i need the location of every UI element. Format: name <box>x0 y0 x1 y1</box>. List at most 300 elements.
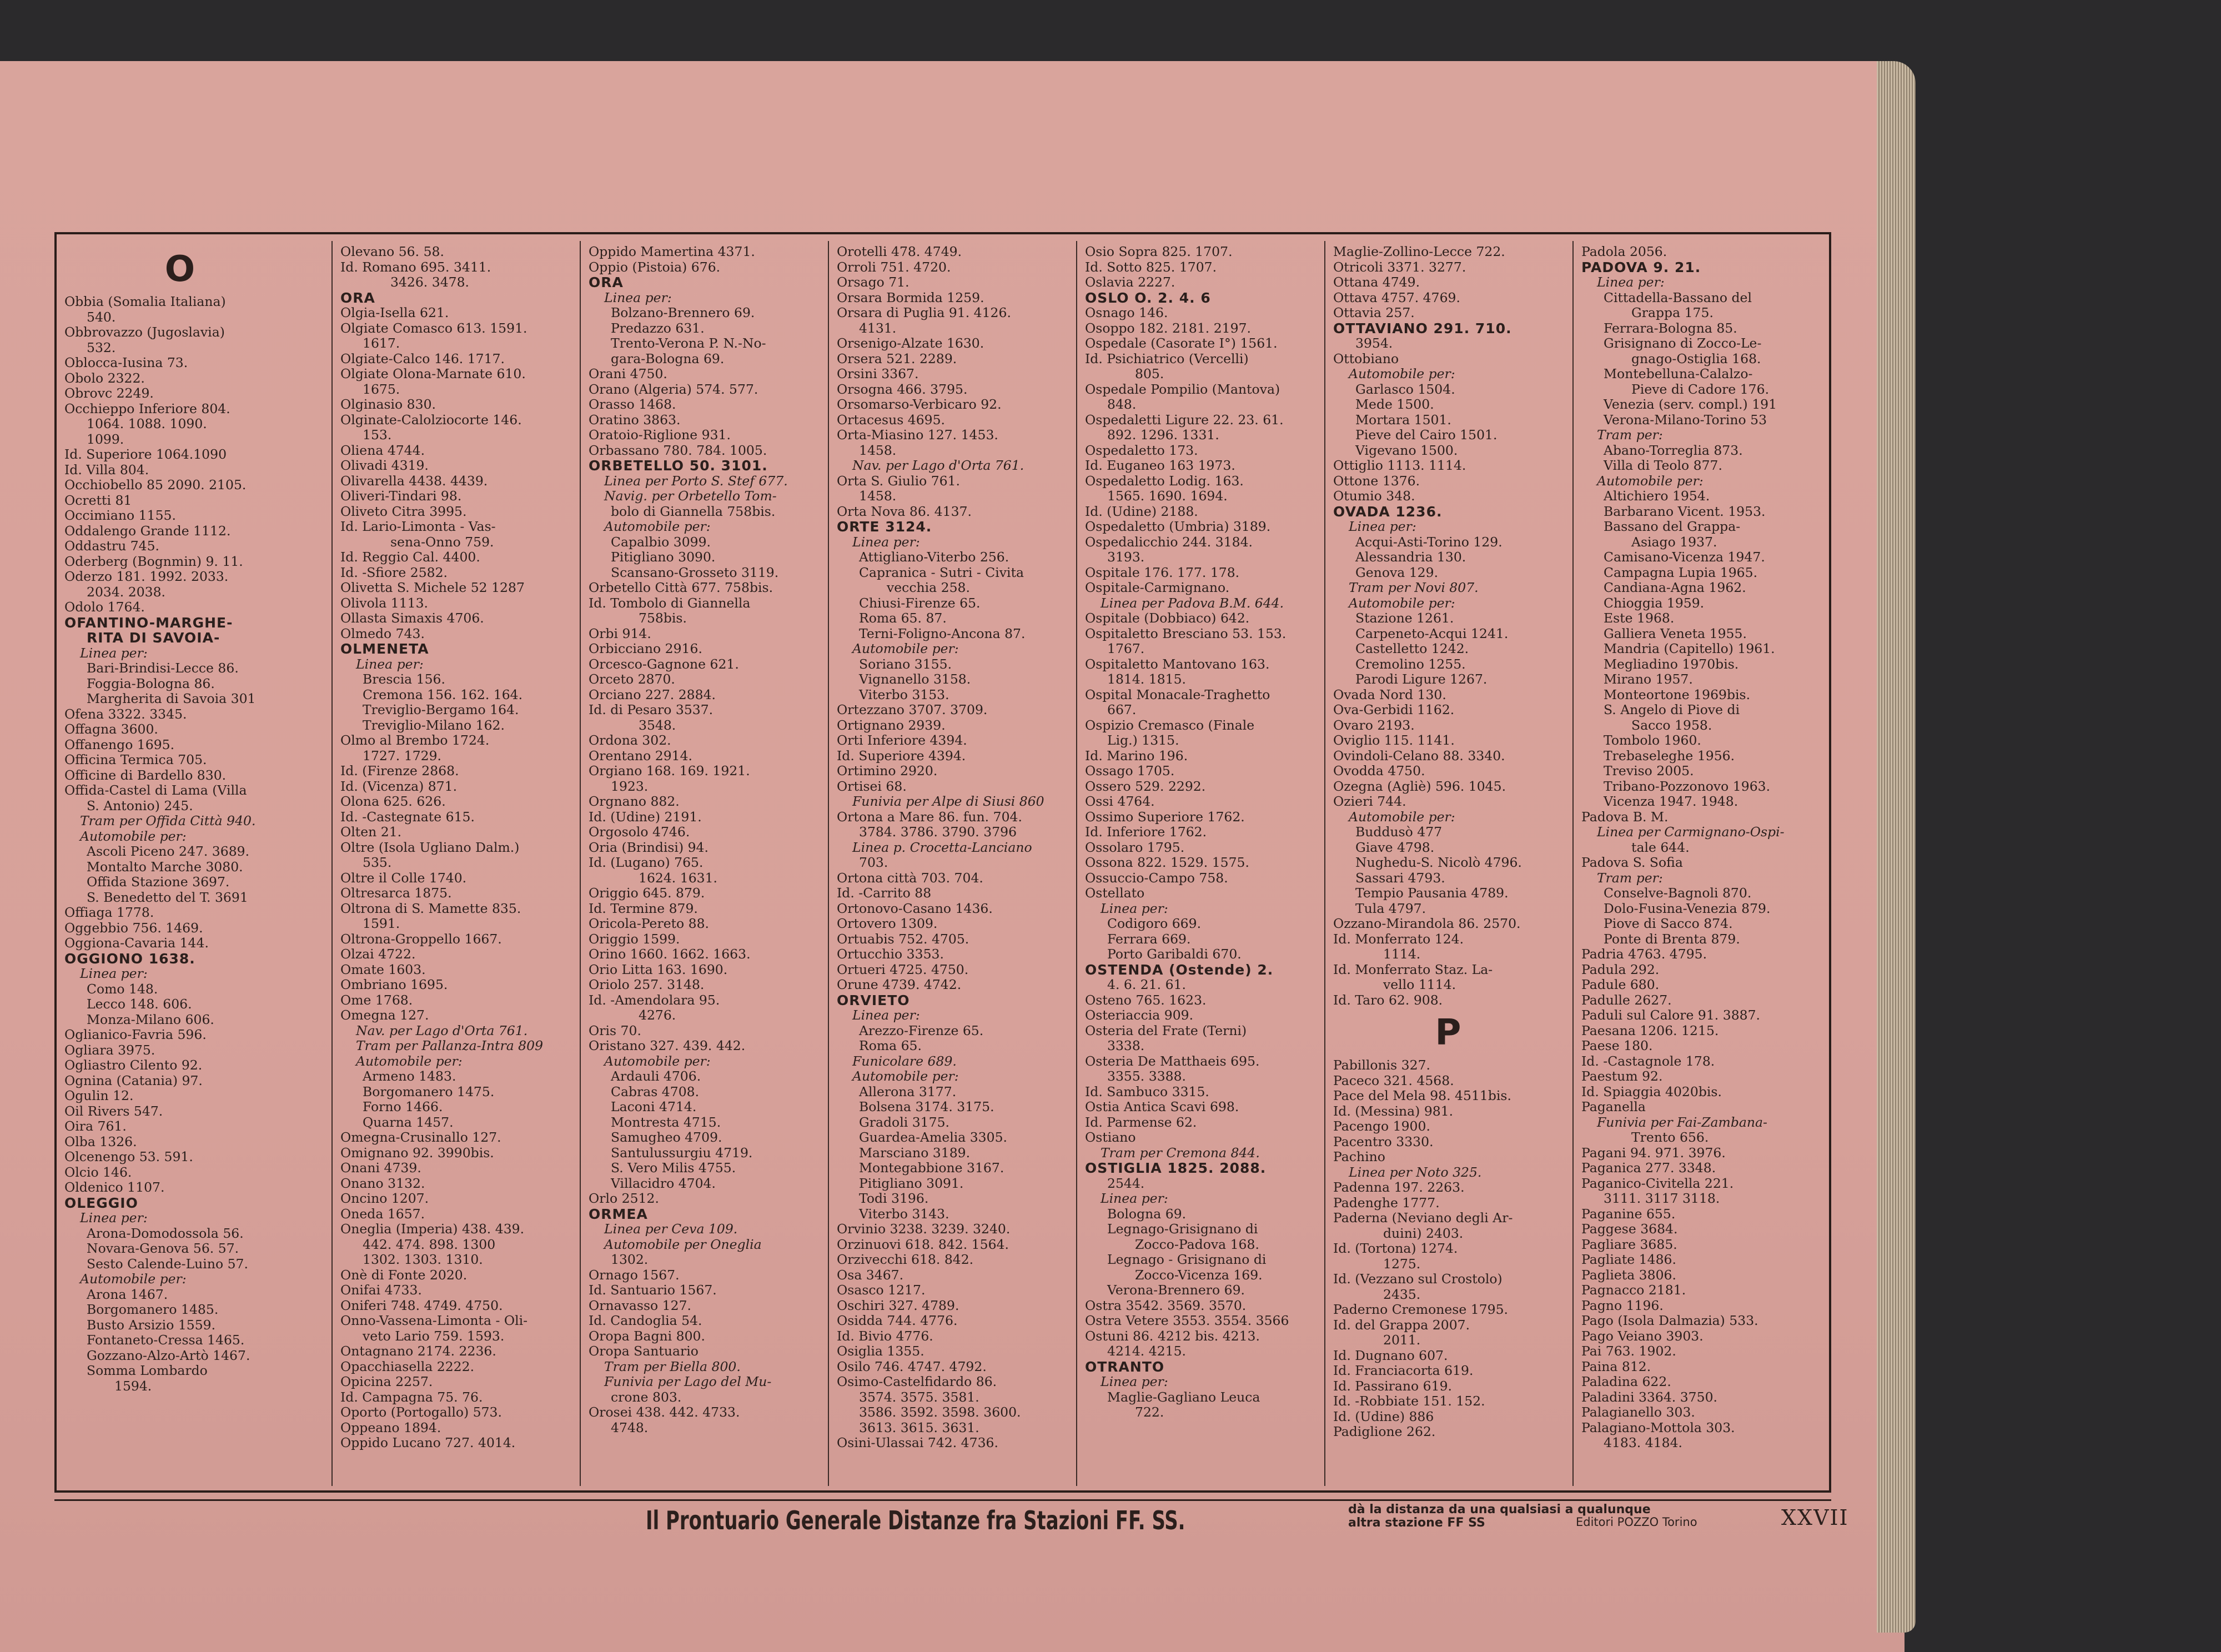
index-entry: Viterbo 3143. <box>859 1206 949 1222</box>
index-entry: Ollasta Simaxis 4706. <box>340 611 484 626</box>
index-entry: Oldenico 1107. <box>64 1180 165 1195</box>
index-entry: Oschiri 327. 4789. <box>837 1298 959 1313</box>
station-heading: ORMEA <box>589 1206 648 1222</box>
index-entry: Ortezzano 3707. 3709. <box>837 702 988 717</box>
index-entry: Id. Dugnano 607. <box>1333 1348 1448 1363</box>
index-entry: 4276. <box>639 1008 676 1023</box>
index-entry: Automobile per: <box>1349 809 1455 825</box>
index-entry: Orciano 227. 2884. <box>589 687 716 702</box>
index-entry: Automobile per: <box>1349 595 1455 611</box>
index-entry: Officina Termica 705. <box>64 752 207 767</box>
footer-title: Il Prontuario Generale Distanze fra Stazioni FF. SS. <box>646 1505 1185 1535</box>
index-entry: Ospitaletto Bresciano 53. 153. <box>1085 626 1287 641</box>
index-entry: Alessandria 130. <box>1355 550 1466 565</box>
index-entry: Padiglione 262. <box>1333 1424 1436 1439</box>
index-entry: Bolzano-Brennero 69. <box>611 305 755 320</box>
index-entry: 892. 1296. 1331. <box>1107 428 1219 443</box>
index-entry: Ottana 4749. <box>1333 275 1420 290</box>
index-entry: Pagani 94. 971. 3976. <box>1581 1145 1726 1161</box>
index-entry: 758bis. <box>639 611 687 626</box>
index-entry: Id. Tombolo di Giannella <box>589 595 751 611</box>
index-entry: Id. Superiore 1064.1090 <box>64 447 227 462</box>
index-entry: Occhieppo Inferiore 804. <box>64 401 230 416</box>
index-entry: Id. Santuario 1567. <box>589 1283 717 1298</box>
index-column-7 <box>1572 241 1831 1486</box>
index-entry: Osimo-Castelfidardo 86. <box>837 1374 997 1389</box>
index-entry: Sassari 4793. <box>1355 870 1445 886</box>
index-entry: Id. Superiore 4394. <box>837 748 966 764</box>
index-entry: Ossuccio-Campo 758. <box>1085 870 1228 886</box>
index-entry: Olginate-Calolziocorte 146. <box>340 412 522 428</box>
index-entry: Margherita di Savoia 301 <box>87 691 256 706</box>
index-entry: Verona-Milano-Torino 53 <box>1604 412 1767 428</box>
index-entry: Linea per Padova B.M. 644. <box>1101 595 1284 611</box>
index-entry: Ornago 1567. <box>589 1267 680 1283</box>
index-entry: Trebaseleghe 1956. <box>1604 748 1735 764</box>
index-entry: Bari-Brindisi-Lecce 86. <box>87 661 239 676</box>
index-entry: Linea p. Crocetta-Lanciano <box>852 840 1032 855</box>
index-entry: 4131. <box>859 320 897 336</box>
index-entry: Grappa 175. <box>1631 305 1714 320</box>
index-entry: Mirano 1957. <box>1604 672 1693 687</box>
index-entry: Ovodda 4750. <box>1333 764 1425 779</box>
index-entry: Borgomanero 1485. <box>87 1302 219 1317</box>
index-entry: Pagliate 1486. <box>1581 1252 1676 1267</box>
index-entry: Nav. per Lago d'Orta 761. <box>356 1023 528 1038</box>
station-heading: OLEGGIO <box>64 1195 138 1211</box>
index-entry: Venezia (serv. compl.) 191 <box>1604 397 1777 412</box>
index-entry: Dolo-Fusina-Venezia 879. <box>1604 901 1771 916</box>
index-entry: Paglieta 3806. <box>1581 1267 1676 1283</box>
index-entry: sena-Onno 759. <box>390 534 494 550</box>
index-entry: Automobile per: <box>604 1053 711 1069</box>
index-entry: Obbrovazzo (Jugoslavia) <box>64 325 225 340</box>
index-entry: Ortimino 2920. <box>837 764 938 779</box>
index-entry: Cremolino 1255. <box>1355 656 1466 672</box>
index-entry: 1302. <box>611 1252 649 1267</box>
index-entry: Id. -Amendolara 95. <box>589 992 720 1008</box>
index-entry: Id. (Tortona) 1274. <box>1333 1241 1458 1256</box>
index-entry: 535. <box>363 855 392 870</box>
index-entry: Linea per: <box>356 656 424 672</box>
index-entry: Orsera 521. 2289. <box>837 351 957 366</box>
index-entry: Somma Lombardo <box>87 1363 208 1378</box>
index-entry: Oira 761. <box>64 1119 127 1134</box>
index-entry: Onè di Fonte 2020. <box>340 1267 468 1283</box>
index-entry: Id. -Castagnole 178. <box>1581 1053 1715 1069</box>
section-letter: P <box>1435 1012 1461 1053</box>
index-entry: 2034. 2038. <box>87 584 166 600</box>
index-entry: 540. <box>87 309 116 325</box>
index-entry: Onno-Vassena-Limonta - Oli- <box>340 1313 528 1328</box>
index-entry: Orsogna 466. 3795. <box>837 381 968 397</box>
index-entry: Automobile per: <box>604 519 711 534</box>
index-entry: Osteno 765. 1623. <box>1085 992 1207 1008</box>
index-entry: Porto Garibaldi 670. <box>1107 947 1242 962</box>
index-entry: 4214. 4215. <box>1107 1344 1187 1359</box>
index-entry: Oddastru 745. <box>64 539 160 554</box>
index-entry: Tram per: <box>1597 428 1663 443</box>
index-entry: 722. <box>1135 1405 1164 1420</box>
index-entry: Id. Villa 804. <box>64 462 149 478</box>
index-entry: 3954. <box>1355 336 1393 351</box>
index-entry: Orlo 2512. <box>589 1191 659 1206</box>
index-entry: Guardea-Amelia 3305. <box>859 1130 1008 1145</box>
index-entry: Allerona 3177. <box>859 1084 957 1099</box>
index-entry: Linea per Porto S. Stef 677. <box>604 473 788 489</box>
index-entry: Padria 4763. 4795. <box>1581 947 1707 962</box>
index-entry: S. Benedetto del T. 3691 <box>87 890 248 905</box>
index-entry: Linea per: <box>852 1008 920 1023</box>
index-entry: Orio Litta 163. 1690. <box>589 962 728 977</box>
index-entry: Ogulin 12. <box>64 1088 134 1103</box>
index-entry: Padova S. Sofia <box>1581 855 1683 870</box>
index-entry: Tram per Cremona 844. <box>1101 1145 1260 1161</box>
index-entry: Automobile per: <box>852 641 959 656</box>
index-entry: Omate 1603. <box>340 962 426 977</box>
index-entry: Orta-Miasino 127. 1453. <box>837 428 998 443</box>
index-entry: Osidda 744. 4776. <box>837 1313 958 1328</box>
index-entry: Oltresarca 1875. <box>340 886 452 901</box>
index-entry: Abano-Torreglia 873. <box>1604 443 1743 458</box>
index-entry: Tempio Pausania 4789. <box>1355 886 1509 901</box>
index-entry: Oppido Lucano 727. 4014. <box>340 1435 516 1450</box>
index-entry: Trento 656. <box>1631 1130 1709 1145</box>
index-entry: Castelletto 1242. <box>1355 641 1469 656</box>
index-entry: Arona 1467. <box>87 1287 168 1302</box>
index-entry: Oltre (Isola Ugliano Dalm.) <box>340 840 520 855</box>
index-entry: Orgosolo 4746. <box>589 825 690 840</box>
index-entry: Olten 21. <box>340 825 402 840</box>
index-entry: Id. Lario-Limonta - Vas- <box>340 519 496 534</box>
station-heading: PADOVA 9. 21. <box>1581 259 1701 275</box>
index-entry: Olona 625. 626. <box>340 794 446 809</box>
index-entry: Offida Stazione 3697. <box>87 875 230 890</box>
index-entry: Orgnano 882. <box>589 794 680 809</box>
index-entry: Villa di Teolo 877. <box>1604 458 1722 473</box>
index-entry: Funicolare 689. <box>852 1053 957 1069</box>
index-entry: Sesto Calende-Luino 57. <box>87 1256 248 1272</box>
index-entry: Oricola-Pereto 88. <box>589 916 710 931</box>
index-entry: Orcesco-Gagnone 621. <box>589 656 739 672</box>
index-entry: Vicenza 1947. 1948. <box>1604 794 1738 809</box>
index-entry: 1617. <box>363 336 400 351</box>
index-entry: 848. <box>1107 397 1137 412</box>
index-entry: Obbia (Somalia Italiana) <box>64 294 226 309</box>
index-entry: Busto Arsizio 1559. <box>87 1317 216 1333</box>
index-entry: Ossimo Superiore 1762. <box>1085 809 1245 825</box>
index-entry: Mortara 1501. <box>1355 412 1451 428</box>
index-entry: 805. <box>1135 366 1164 381</box>
index-entry: Oggiona-Cavaria 144. <box>64 936 209 951</box>
index-entry: Id. del Grappa 2007. <box>1333 1317 1470 1333</box>
index-entry: Ostra Vetere 3553. 3554. 3566 <box>1085 1313 1289 1328</box>
index-entry: Paestum 92. <box>1581 1069 1663 1084</box>
index-entry: Ottobiano <box>1333 351 1399 366</box>
index-entry: Capalbio 3099. <box>611 534 711 550</box>
index-entry: Padulle 2627. <box>1581 992 1672 1008</box>
index-entry: Osteriaccia 909. <box>1085 1008 1194 1023</box>
index-entry: Stazione 1261. <box>1355 611 1454 626</box>
index-entry: Osteria del Frate (Terni) <box>1085 1023 1247 1038</box>
index-entry: Tram per: <box>1597 870 1663 886</box>
footer-publisher: Editori POZZO Torino <box>1576 1515 1697 1529</box>
index-entry: Brescia 156. <box>363 672 445 687</box>
index-entry: Legnago - Grisignano di <box>1107 1252 1267 1267</box>
index-entry: Funivia per Alpe di Siusi 860 <box>852 794 1044 809</box>
index-entry: Villacidro 4704. <box>611 1176 716 1191</box>
index-entry: Quarna 1457. <box>363 1114 454 1130</box>
index-entry: Orasso 1468. <box>589 397 676 412</box>
index-entry: Id. Spiaggia 4020bis. <box>1581 1084 1722 1099</box>
index-entry: Orsara Bormida 1259. <box>837 290 984 305</box>
index-entry: 703. <box>859 855 888 870</box>
index-entry: Acqui-Asti-Torino 129. <box>1355 534 1503 550</box>
index-entry: Pieve di Cadore 176. <box>1631 381 1770 397</box>
index-entry: Soriano 3155. <box>859 656 952 672</box>
index-entry: Genova 129. <box>1355 565 1439 580</box>
index-entry: Montegabbione 3167. <box>859 1161 1004 1176</box>
index-entry: Orsomarso-Verbicaro 92. <box>837 397 1002 412</box>
index-entry: Scansano-Grosseto 3119. <box>611 565 779 580</box>
index-entry: Marsciano 3189. <box>859 1145 971 1161</box>
index-entry: Olivarella 4438. 4439. <box>340 473 488 489</box>
index-entry: Paceco 321. 4568. <box>1333 1073 1454 1088</box>
index-entry: Ostra 3542. 3569. 3570. <box>1085 1298 1247 1313</box>
index-entry: 2011. <box>1383 1333 1421 1348</box>
index-entry: Padenna 197. 2263. <box>1333 1180 1465 1195</box>
index-entry: duini) 2403. <box>1383 1226 1464 1241</box>
index-entry: Odolo 1764. <box>64 600 145 615</box>
index-entry: 442. 474. 898. 1300 <box>363 1237 496 1252</box>
index-entry: Paladina 622. <box>1581 1374 1671 1389</box>
index-entry: Oria (Brindisi) 94. <box>589 840 708 855</box>
index-entry: Ospedaletto Lodig. 163. <box>1085 473 1244 489</box>
index-entry: Orentano 2914. <box>589 748 693 764</box>
index-entry: Galliera Veneta 1955. <box>1604 626 1747 641</box>
index-entry: Ospizio Cremasco (Finale <box>1085 717 1255 733</box>
index-entry: Chioggia 1959. <box>1604 595 1705 611</box>
index-entry: Ottavia 257. <box>1333 305 1415 320</box>
station-heading: OTRANTO <box>1085 1359 1165 1374</box>
index-entry: Linea per: <box>80 1211 148 1226</box>
index-entry: Automobile per: <box>80 828 187 844</box>
index-entry: Vignanello 3158. <box>859 672 971 687</box>
index-entry: Osasco 1217. <box>837 1283 926 1298</box>
index-entry: Ortignano 2939. <box>837 717 946 733</box>
index-entry: Candiana-Agna 1962. <box>1604 580 1746 595</box>
index-entry: Orceto 2870. <box>589 672 675 687</box>
page-edge <box>1877 61 1916 1633</box>
index-entry: Ostellato <box>1085 886 1145 901</box>
index-entry: Id. (Firenze 2868. <box>340 764 459 779</box>
index-entry: Id. Bivio 4776. <box>837 1328 933 1344</box>
index-entry: Orsago 71. <box>837 275 909 290</box>
index-entry: Oddalengo Grande 1112. <box>64 523 231 539</box>
index-entry: Navig. per Orbetello Tom- <box>604 489 777 504</box>
index-entry: Bassano del Grappa- <box>1604 519 1741 534</box>
station-heading: OGGIONO 1638. <box>64 951 195 966</box>
index-entry: Linea per Carmignano-Ospi- <box>1597 825 1785 840</box>
index-entry: Capranica - Sutri - Civita <box>859 565 1024 580</box>
index-entry: Orino 1660. 1662. 1663. <box>589 947 751 962</box>
index-entry: Ospitale (Dobbiaco) 642. <box>1085 611 1250 626</box>
index-entry: Cremona 156. 162. 164. <box>363 687 523 702</box>
index-entry: Automobile per: <box>1349 366 1455 381</box>
index-entry: Ogliara 3975. <box>64 1042 155 1058</box>
index-entry: Paese 180. <box>1581 1038 1653 1053</box>
index-entry: 3586. 3592. 3598. 3600. <box>859 1405 1021 1420</box>
index-entry: Osa 3467. <box>837 1267 904 1283</box>
index-entry: Oropa Bagni 800. <box>589 1328 705 1344</box>
index-entry: Ortuabis 752. 4705. <box>837 931 969 947</box>
index-entry: Ortona a Mare 86. fun. 704. <box>837 809 1022 825</box>
index-entry: Ospitale 176. 177. 178. <box>1085 565 1240 580</box>
index-entry: Orsenigo-Alzate 1630. <box>837 336 984 351</box>
index-entry: Occimiano 1155. <box>64 508 176 523</box>
index-entry: 3548. <box>639 717 676 733</box>
index-entry: 1923. <box>611 779 649 794</box>
index-entry: 1675. <box>363 381 400 397</box>
index-entry: Ospedalicchio 244. 3184. <box>1085 534 1253 550</box>
index-entry: Orsara di Puglia 91. 4126. <box>837 305 1011 320</box>
index-entry: 1727. 1729. <box>363 748 442 764</box>
index-entry: Cittadella-Bassano del <box>1604 290 1752 305</box>
index-entry: Id. (Lugano) 765. <box>589 855 704 870</box>
index-entry: Funivia per Fai-Zambana- <box>1597 1114 1767 1130</box>
index-entry: Olevano 56. 58. <box>340 244 444 259</box>
index-entry: Id. Euganeo 163 1973. <box>1085 458 1235 473</box>
index-entry: Id. Taro 62. 908. <box>1333 992 1443 1008</box>
index-entry: Borgomanero 1475. <box>363 1084 495 1099</box>
index-entry: Paderna (Neviano degli Ar- <box>1333 1211 1513 1226</box>
index-entry: Ovindoli-Celano 88. 3340. <box>1333 748 1505 764</box>
station-heading: OTTAVIANO 291. 710. <box>1333 320 1512 336</box>
index-entry: Onani 4739. <box>340 1161 421 1176</box>
index-entry: Automobile per Oneglia <box>604 1237 762 1252</box>
index-entry: Orti Inferiore 4394. <box>837 733 967 748</box>
index-entry: Codigoro 669. <box>1107 916 1202 931</box>
index-entry: Orta S. Giulio 761. <box>837 473 961 489</box>
index-entry: Id. -Sfiore 2582. <box>340 565 448 580</box>
index-entry: Tram per Novi 807. <box>1349 580 1479 595</box>
index-entry: Ospedaletti Ligure 22. 23. 61. <box>1085 412 1284 428</box>
index-entry: S. Vero Milis 4755. <box>611 1161 736 1176</box>
index-entry: 4183. 4184. <box>1604 1435 1683 1450</box>
index-entry: Olcenengo 53. 591. <box>64 1149 193 1164</box>
index-entry: 1767. <box>1107 641 1145 656</box>
index-entry: Fontaneto-Cressa 1465. <box>87 1333 245 1348</box>
index-entry: Ovaro 2193. <box>1333 717 1415 733</box>
index-entry: Ossi 4764. <box>1085 794 1155 809</box>
index-entry: Paesana 1206. 1215. <box>1581 1023 1719 1038</box>
index-entry: Oppio (Pistoia) 676. <box>589 259 721 275</box>
index-entry: Conselve-Bagnoli 870. <box>1604 886 1752 901</box>
index-entry: Montebelluna-Calalzo- <box>1604 366 1753 381</box>
index-entry: Osteria De Matthaeis 695. <box>1085 1053 1260 1069</box>
index-entry: Olivola 1113. <box>340 595 428 611</box>
index-entry: Ospedale Pompilio (Mantova) <box>1085 381 1280 397</box>
index-entry: Opicina 2257. <box>340 1374 433 1389</box>
index-entry: Paderno Cremonese 1795. <box>1333 1302 1509 1317</box>
index-entry: Orzinuovi 618. 842. 1564. <box>837 1237 1009 1252</box>
index-entry: Viterbo 3153. <box>859 687 949 702</box>
index-entry: Olgiate-Calco 146. 1717. <box>340 351 505 366</box>
index-entry: Ova-Gerbidi 1162. <box>1333 702 1455 717</box>
index-entry: Roma 65. 87. <box>859 611 947 626</box>
index-entry: Osnago 146. <box>1085 305 1168 320</box>
index-entry: Arezzo-Firenze 65. <box>859 1023 984 1038</box>
index-entry: Linea per: <box>1349 519 1416 534</box>
index-entry: 3784. 3786. 3790. 3796 <box>859 825 1017 840</box>
index-entry: gara-Bologna 69. <box>611 351 725 366</box>
index-entry: Pace del Mela 98. 4511bis. <box>1333 1088 1511 1103</box>
index-entry: Oliveri-Tindari 98. <box>340 489 462 504</box>
index-entry: Automobile per: <box>1597 473 1704 489</box>
index-entry: Olginasio 830. <box>340 397 436 412</box>
index-entry: Buddusò 477 <box>1355 825 1443 840</box>
index-entry: 1064. 1088. 1090. <box>87 416 207 431</box>
index-entry: Linea per: <box>1101 1374 1168 1389</box>
index-entry: Pitigliano 3090. <box>611 550 716 565</box>
index-column-4 <box>828 241 1072 1486</box>
index-entry: Offiaga 1778. <box>64 905 154 920</box>
index-entry: Oliveto Citra 3995. <box>340 504 467 519</box>
index-entry: Nav. per Lago d'Orta 761. <box>852 458 1024 473</box>
station-heading: OLMENETA <box>340 641 429 657</box>
station-heading: OSTENDA (Ostende) 2. <box>1085 962 1274 977</box>
index-entry: Linea per: <box>604 290 672 305</box>
index-entry: Ortovero 1309. <box>837 916 938 931</box>
index-entry: Id. Reggio Cal. 4400. <box>340 550 480 565</box>
index-entry: Oncino 1207. <box>340 1191 429 1206</box>
index-entry: Linea per: <box>852 534 920 550</box>
index-entry: Ossolaro 1795. <box>1085 840 1185 855</box>
index-entry: Ognina (Catania) 97. <box>64 1073 203 1088</box>
index-entry: Palagianello 303. <box>1581 1405 1695 1420</box>
index-entry: Orune 4739. 4742. <box>837 977 962 992</box>
index-entry: 2435. <box>1383 1287 1421 1302</box>
index-entry: Ocretti 81 <box>64 493 132 508</box>
index-entry: Parodi Ligure 1267. <box>1355 672 1488 687</box>
index-entry: Carpeneto-Acqui 1241. <box>1355 626 1509 641</box>
index-entry: Orroli 751. 4720. <box>837 259 951 275</box>
index-entry: 2544. <box>1107 1176 1145 1191</box>
index-entry: Ome 1768. <box>340 992 413 1008</box>
index-entry: Orbetello Città 677. 758bis. <box>589 580 773 595</box>
index-entry: Ospedale (Casorate I°) 1561. <box>1085 336 1278 351</box>
index-entry: Treviglio-Bergamo 164. <box>363 702 519 717</box>
index-entry: Laconi 4714. <box>611 1099 697 1114</box>
index-entry: Pieve del Cairo 1501. <box>1355 428 1498 443</box>
index-entry: Otricoli 3371. 3277. <box>1333 259 1466 275</box>
index-entry: bolo di Giannella 758bis. <box>611 504 776 519</box>
index-entry: 1591. <box>363 916 400 931</box>
index-entry: Ombriano 1695. <box>340 977 448 992</box>
index-entry: Pabillonis 327. <box>1333 1058 1431 1073</box>
index-entry: Omignano 92. 3990bis. <box>340 1145 494 1161</box>
index-entry: Pachino <box>1333 1149 1385 1164</box>
index-entry: Ortonovo-Casano 1436. <box>837 901 993 916</box>
index-entry: Id. -Castegnate 615. <box>340 809 475 825</box>
station-heading: ORVIETO <box>837 992 910 1008</box>
index-entry: Ospedaletto 173. <box>1085 443 1198 458</box>
index-entry: Grisignano di Zocco-Le- <box>1604 336 1762 351</box>
index-entry: Linea per Ceva 109. <box>604 1222 738 1237</box>
index-entry: vello 1114. <box>1383 977 1456 992</box>
index-entry: Megliadino 1970bis. <box>1604 656 1739 672</box>
index-entry: Legnago-Grisignano di <box>1107 1222 1258 1237</box>
